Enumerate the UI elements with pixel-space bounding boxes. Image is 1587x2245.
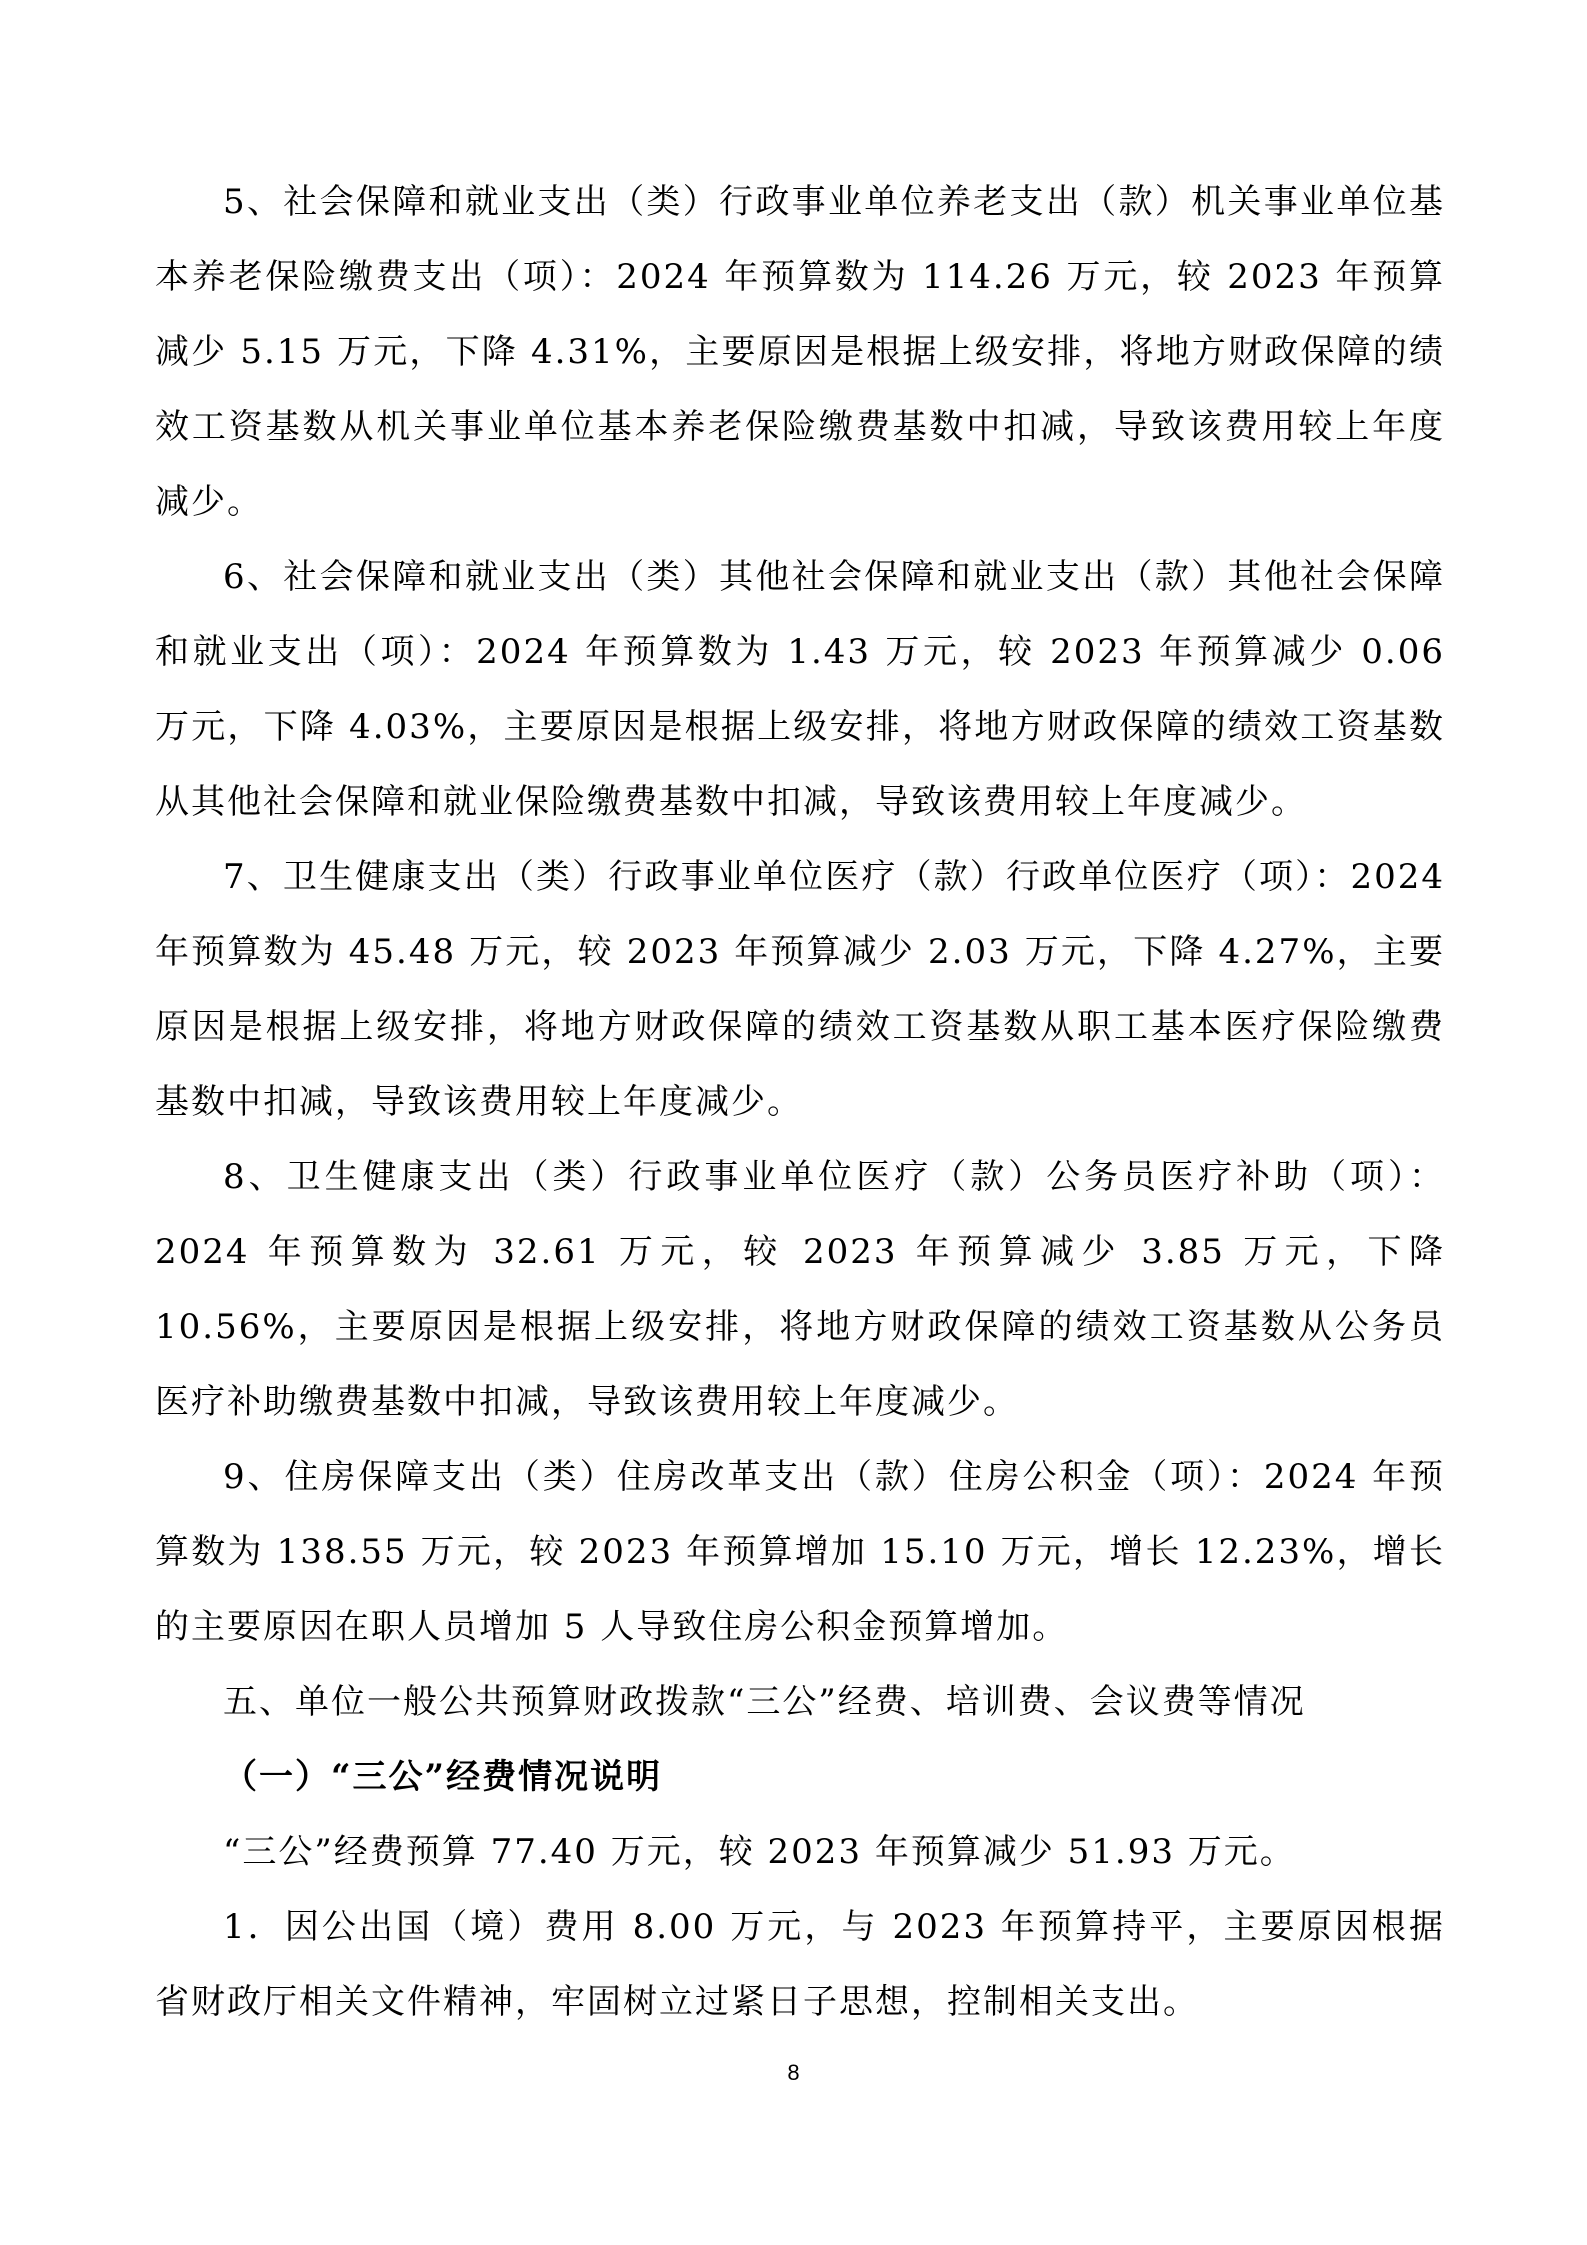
- paragraph-item-7: 7、卫生健康支出（类）行政事业单位医疗（款）行政单位医疗（项）：2024 年预算数为 45.48 万元，较 2023 年预算减少 2.03 万元，下降 4.27%，主要原因是根据上级安排，将地方财政保障的绩效工资基数从职工基本医疗保险缴费基数中扣减，导致该费用较上年度减少。: [155, 857, 1445, 1122]
- section-heading: 五、单位一般公共预算财政拨款“三公”经费、培训费、会议费等情况: [223, 1682, 1306, 1722]
- paragraph-item-8: 8、卫生健康支出（类）行政事业单位医疗（款）公务员医疗补助（项）：2024 年预算数为 32.61 万元，较 2023 年预算减少 3.85 万元，下降 10.56%，主要原因是根据上级安排，将地方财政保障的绩效工资基数从公务员医疗补助缴费基数中扣减，导致该费用较上年度减少。: [155, 1157, 1445, 1422]
- summary-paragraph: “三公”经费预算 77.40 万元，较 2023 年预算减少 51.93 万元。: [223, 1832, 1296, 1872]
- paragraph-overseas-expense: 1．因公出国（境）费用 8.00 万元，与 2023 年预算持平，主要原因根据省财政厅相关文件精神，牢固树立过紧日子思想，控制相关支出。: [155, 1907, 1445, 2022]
- page-body: [155, 165, 1445, 2040]
- sub-heading: （一）“三公”经费情况说明: [223, 1757, 663, 1797]
- page-number: 8: [787, 2060, 800, 2085]
- paragraph-item-6: 6、社会保障和就业支出（类）其他社会保障和就业支出（款）其他社会保障和就业支出（项）：2024 年预算数为 1.43 万元，较 2023 年预算减少 0.06 万元，下降 4.03%，主要原因是根据上级安排，将地方财政保障的绩效工资基数从其他社会保障和就业保险缴费基数中扣减，导致该费用较上年度减少。: [155, 557, 1445, 822]
- paragraph-item-9: 9、住房保障支出（类）住房改革支出（款）住房公积金（项）：2024 年预算数为 138.55 万元，较 2023 年预算增加 15.10 万元，增长 12.23%，增长的主要原因在职人员增加 5 人导致住房公积金预算增加。: [155, 1457, 1445, 1647]
- paragraph-item-5: 5、社会保障和就业支出（类）行政事业单位养老支出（款）机关事业单位基本养老保险缴费支出（项）：2024 年预算数为 114.26 万元，较 2023 年预算减少 5.15 万元，下降 4.31%，主要原因是根据上级安排，将地方财政保障的绩效工资基数从机关事业单位基本养老保险缴费基数中扣减，导致该费用较上年度减少。: [155, 182, 1445, 522]
